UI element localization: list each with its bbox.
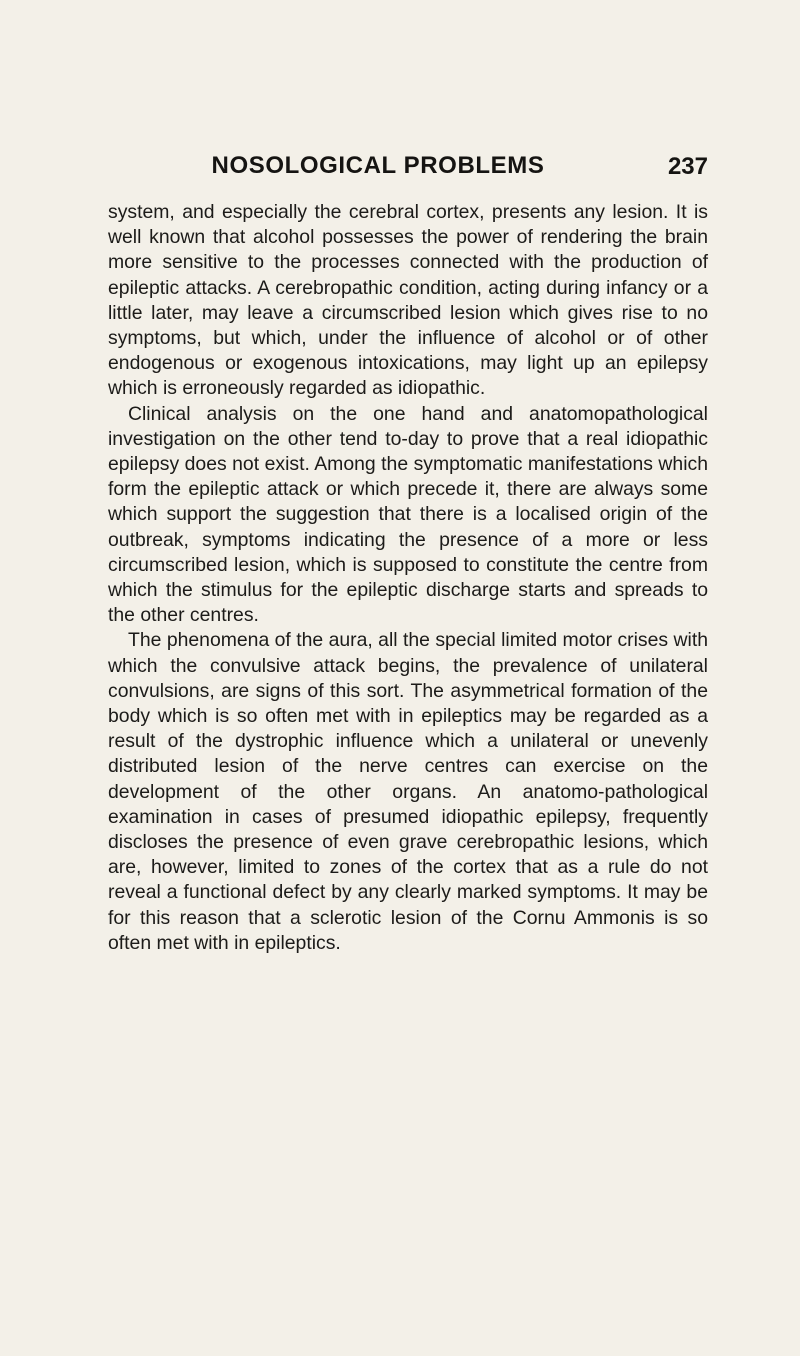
paragraph-3: The phenomena of the aura, all the special limited motor crises with which the convulsive attack begins, the prevalence of unilateral convulsions, are signs of this sort. The asymmetrical formation of the body which is so often met with in epileptics may be regarded as a result of the dystrophic influence which a unilateral or unevenly distributed lesion of the nerve centres can exercise on the development of the other organs. An anatomo-pathological examination in cases of presumed idiopathic epilepsy, frequently discloses the presence of even grave cerebropathic lesions, which are, however, limited to zones of the cortex that as a rule do not reveal a functional defect by any clearly marked symptoms. It may be for this reason that a sclerotic lesion of the Cornu Ammonis is so often met with in epileptics. — [108, 629, 708, 954]
page-number: 237 — [667, 153, 708, 180]
paragraph-2: Clinical analysis on the one hand and anatomopathological investigation on the other tend to-day to prove that a real idiopathic epilepsy does not exist. Among the symptomatic manifestations which form the epileptic attack or which precede it, there are always some which support the suggestion that there is a localised origin of the outbreak, symptoms indicating the presence of a more or less circumscribed lesion, which is supposed to constitute the centre from which the stimulus for the epileptic discharge starts and spreads to the other centres. — [108, 402, 708, 627]
paragraph-1: system, and especially the cerebral cortex, presents any lesion. It is well known that alcohol possesses the power of rendering the brain more sensitive to the processes connected with the production of epileptic attacks. A cerebropathic condition, acting during infancy or a little later, may leave a circumscribed lesion which gives rise to no symptoms, but which, under the influence of alcohol or of other endogenous or exogenous intoxications, may light up an epilepsy which is erroneously regarded as idiopathic. — [108, 201, 708, 400]
body-text — [108, 200, 708, 956]
page-title: NOSOLOGICAL PROBLEMS — [211, 152, 545, 179]
running-head — [108, 150, 708, 190]
